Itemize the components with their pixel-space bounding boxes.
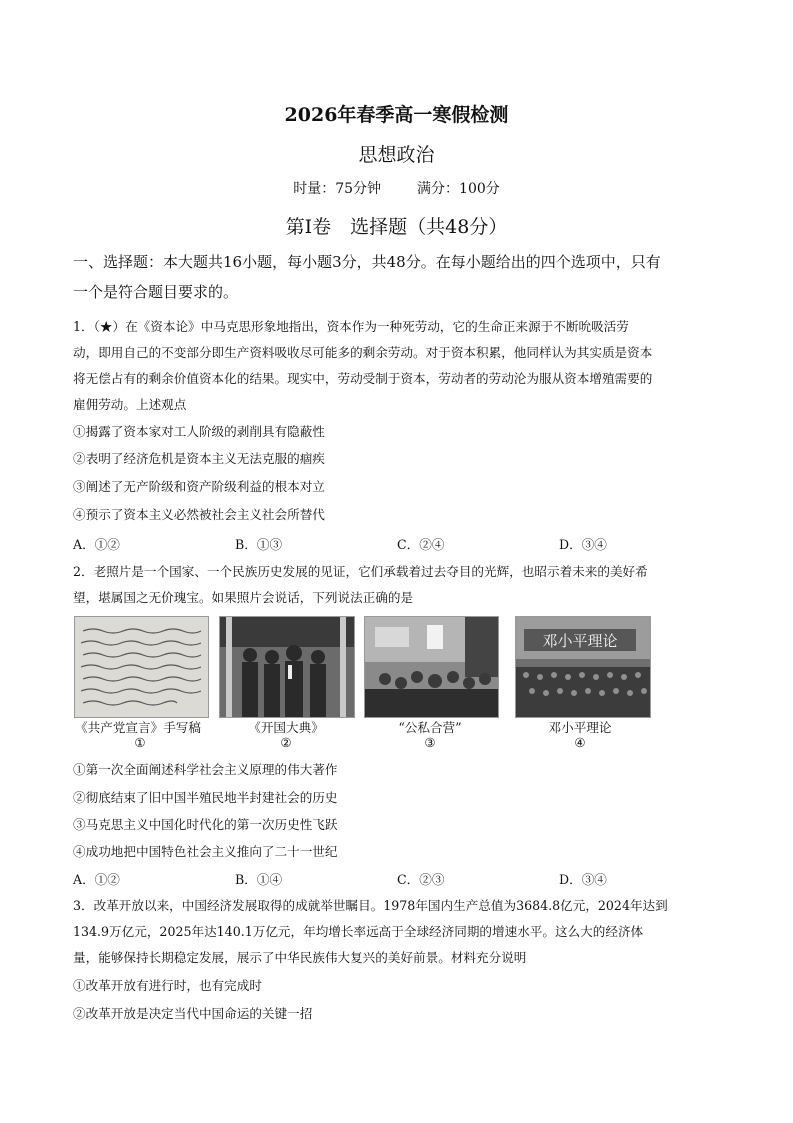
exam-meta (0, 178, 793, 198)
q1-item: ③阐述了无产阶级和资产阶级利益的根本对立 (73, 479, 325, 494)
photo-number: ① (134, 735, 146, 750)
q2-item: ④成功地把中国特色社会主义推向了二十一世纪 (73, 844, 338, 859)
q1-item: ①揭露了资本家对工人阶级的剥削具有隐蔽性 (73, 424, 325, 439)
q2-option-b[interactable]: B．①④ (235, 872, 283, 887)
exam-subject: 思想政治 (358, 144, 435, 166)
photo-number: ② (280, 735, 292, 750)
full-score: 满分：100分 (417, 181, 500, 197)
photo-caption: “公私合营” (398, 720, 462, 735)
instructions-line-2: 一个是符合题目要求的。 (73, 283, 239, 301)
q2-stem-line: 2．老照片是一个国家、一个民族历史发展的见证，它们承载着过去夺目的光辉，也昭示着未来的美好希 (73, 564, 648, 579)
q2-option-c[interactable]: C．②③ (397, 872, 445, 887)
time-limit: 时量：75分钟 (293, 181, 382, 197)
q1-option-c[interactable]: C．②④ (397, 537, 445, 552)
photo-founding-ceremony (219, 616, 355, 718)
q2-option-d[interactable]: D．③④ (559, 872, 607, 887)
q3-item: ①改革开放有进行时，也有完成时 (73, 978, 262, 993)
q1-stem-line: 雇佣劳动。上述观点 (73, 397, 187, 412)
q1-option-a[interactable]: A．①② (73, 537, 120, 552)
photo-number: ④ (574, 735, 586, 750)
q2-option-a[interactable]: A．①② (73, 872, 120, 887)
q1-stem-line: 1．（★）在《资本论》中马克思形象地指出，资本作为一种死劳动，它的生命正来源于不断吮吸活劳 (73, 319, 629, 334)
q1-option-b[interactable]: B．①③ (235, 537, 283, 552)
photo-caption: 邓小平理论 (548, 720, 612, 735)
q3-item: ②改革开放是决定当代中国命运的关键一招 (73, 1006, 313, 1021)
q1-item: ④预示了资本主义必然被社会主义社会所替代 (73, 507, 325, 522)
q1-option-d[interactable]: D．③④ (559, 537, 607, 552)
q1-item: ②表明了经济危机是资本主义无法克服的痼疾 (73, 451, 325, 466)
q3-stem-line: 134.9万亿元，2025年达140.1万亿元，年均增长率远高于全球经济同期的增速水平。这么大的经济体 (73, 924, 644, 939)
q1-stem-line: 将无偿占有的剩余价值资本化的结果。现实中，劳动受制于资本，劳动者的劳动沦为服从资本增殖需要的 (73, 371, 653, 386)
q2-stem-line: 望，堪属国之无价瑰宝。如果照片会说话，下列说法正确的是 (73, 590, 414, 605)
photo-caption: 《开国大典》 (248, 720, 324, 735)
instructions-line-1: 一、选择题：本大题共16小题，每小题3分，共48分。在每小题给出的四个选项中，只有 (73, 253, 661, 271)
q3-stem-line: 量，能够保持长期稳定发展，展示了中华民族伟大复兴的美好前景。材料充分说明 (73, 950, 527, 965)
photo-number: ③ (424, 735, 436, 750)
exam-title: 2026年春季高一寒假检测 (284, 104, 509, 126)
q3-stem-line: 3．改革开放以来，中国经济发展取得的成就举世瞩目。1978年国内生产总值为3684.8亿元，2024年达到 (73, 898, 668, 913)
q2-item: ③马克思主义中国化时代化的第一次历史性飞跃 (73, 817, 338, 832)
banner-text: 邓小平理论 (542, 632, 618, 650)
q2-item: ①第一次全面阐述科学社会主义原理的伟大著作 (73, 762, 338, 777)
photo-public-private-partnership (364, 616, 499, 718)
q1-stem-line: 动，即用自己的不变部分即生产资料吸收尽可能多的剩余劳动。对于资本积累，他同样认为其实质是资本 (73, 345, 653, 360)
photo-manuscript (74, 616, 209, 718)
q2-item: ②彻底结束了旧中国半殖民地半封建社会的历史 (73, 790, 338, 805)
photo-deng-theory (515, 616, 651, 718)
section-heading: 第Ⅰ卷 选择题（共48分） (285, 216, 508, 238)
photo-caption: 《共产党宣言》手写稿 (75, 720, 201, 735)
